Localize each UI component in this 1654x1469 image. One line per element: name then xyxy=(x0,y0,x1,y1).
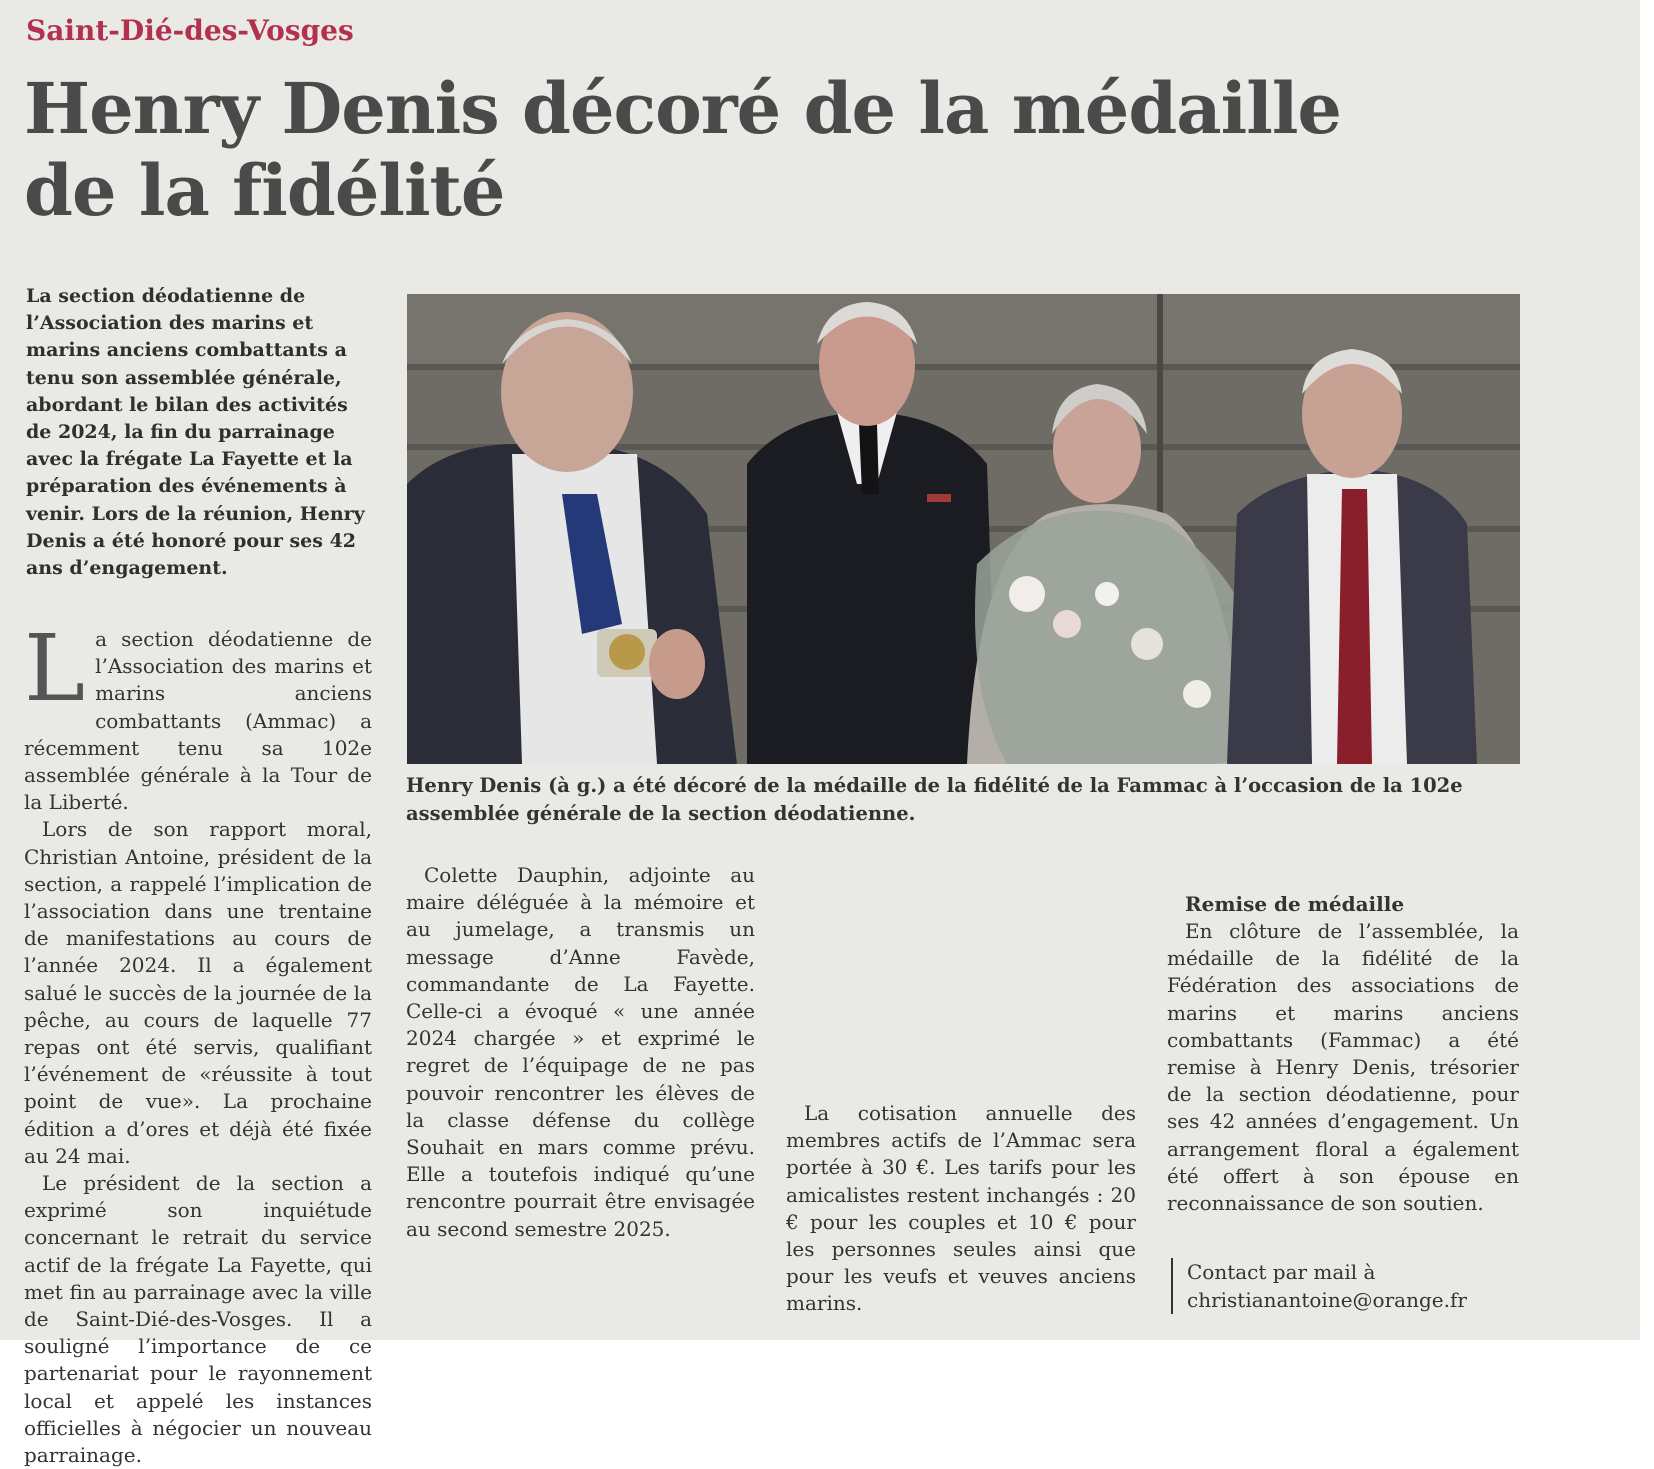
subheading: Remise de médaille xyxy=(1185,892,1405,916)
article-column-1 xyxy=(24,615,372,1469)
section-kicker: Saint-Dié-des-Vosges xyxy=(26,14,354,47)
contact-label: Contact par mail à xyxy=(1187,1260,1376,1284)
article-column-3 xyxy=(406,862,755,1243)
drop-cap: L xyxy=(24,615,86,722)
contact-email[interactable]: christianantoine@orange.fr xyxy=(1187,1288,1467,1312)
body-paragraph-3: Le président de la section a exprimé son inquiétude concernant le retrait du service actif de la frégate La Fayette, qui met fin au parrainage avec la ville de Saint-Dié-des-Vosges. Il a souligné l’importance de ce partenariat pour le rayonnement local et appelé les instances officielles à négocier un nouveau parrainage. xyxy=(24,1171,372,1468)
contact-block xyxy=(1171,1258,1467,1314)
photo-illustration xyxy=(407,294,1520,764)
article-column-5 xyxy=(1167,890,1519,1217)
article-photo xyxy=(407,294,1520,764)
scan-margin-right xyxy=(1640,0,1654,1352)
article-headline: Henry Denis décoré de la médaille de la fidélité xyxy=(24,67,1341,232)
body-paragraph-4: Colette Dauphin, adjointe au maire déléguée à la mémoire et au jumelage, a transmis un message d’Anne Favède, commandante de La Fayette. Celle-ci a évoqué « une année 2024 chargée » et exprimé le regret de l’équipage de ne pas pouvoir rencontrer les élèves de la classe défense du collège Souhait en mars comme prévu. Elle a toutefois indiqué qu’une rencontre pourrait être envisagée au second semestre 2025. xyxy=(406,863,755,1241)
article-lead: La section déodatienne de l’Association des marins et marins anciens combattants a tenu son assemblée générale, abordant le bilan des activités de 2024, la fin du parrainage avec la frégate La Fayette et la préparation des événements à venir. Lors de la réunion, Henry Denis a été honoré pour ses 42 ans d’engagement. xyxy=(26,285,365,580)
body-paragraph-5: La cotisation annuelle des membres actifs de l’Ammac sera portée à 30 €. Les tarifs pour les amicalistes restent inchangés : 20 € pour les couples et 10 € pour les personnes seules ainsi que pour les veufs et veuves anciens marins. xyxy=(786,1101,1136,1316)
body-paragraph-6: En clôture de l’assemblée, la médaille de la fidélité de la Fédération des associations de marins et marins anciens combattants (Fammac) a été remise à Henry Denis, trésorier de la section déodatienne, pour ses 42 années d’engagement. Un arrangement floral a également été offert à son épouse en reconnaissance de son soutien. xyxy=(1167,919,1519,1216)
article-column-4 xyxy=(786,1100,1136,1318)
body-paragraph-2: Lors de son rapport moral, Christian Antoine, président de la section, a rappelé l’implication de l’association dans une trentaine de manifestations au cours de l’année 2024. Il a également salué le succès de la journée de la pêche, au cours de laquelle 77 repas ont été servis, qualifiant l’événement de «réussite à tout point de vue». La prochaine édition a d’ores et déjà été fixée au 24 mai. xyxy=(24,817,372,1168)
photo-caption: Henry Denis (à g.) a été décoré de la médaille de la fidélité de la Fammac à l’occasion de la 102e assemblée générale de la section déodatienne. xyxy=(406,774,1463,825)
body-paragraph-1: a section déodatienne de l’Association des marins et marins anciens combattants (Ammac) a récemment tenu sa 102e assemblée générale à la Tour de la Liberté. xyxy=(24,627,372,815)
